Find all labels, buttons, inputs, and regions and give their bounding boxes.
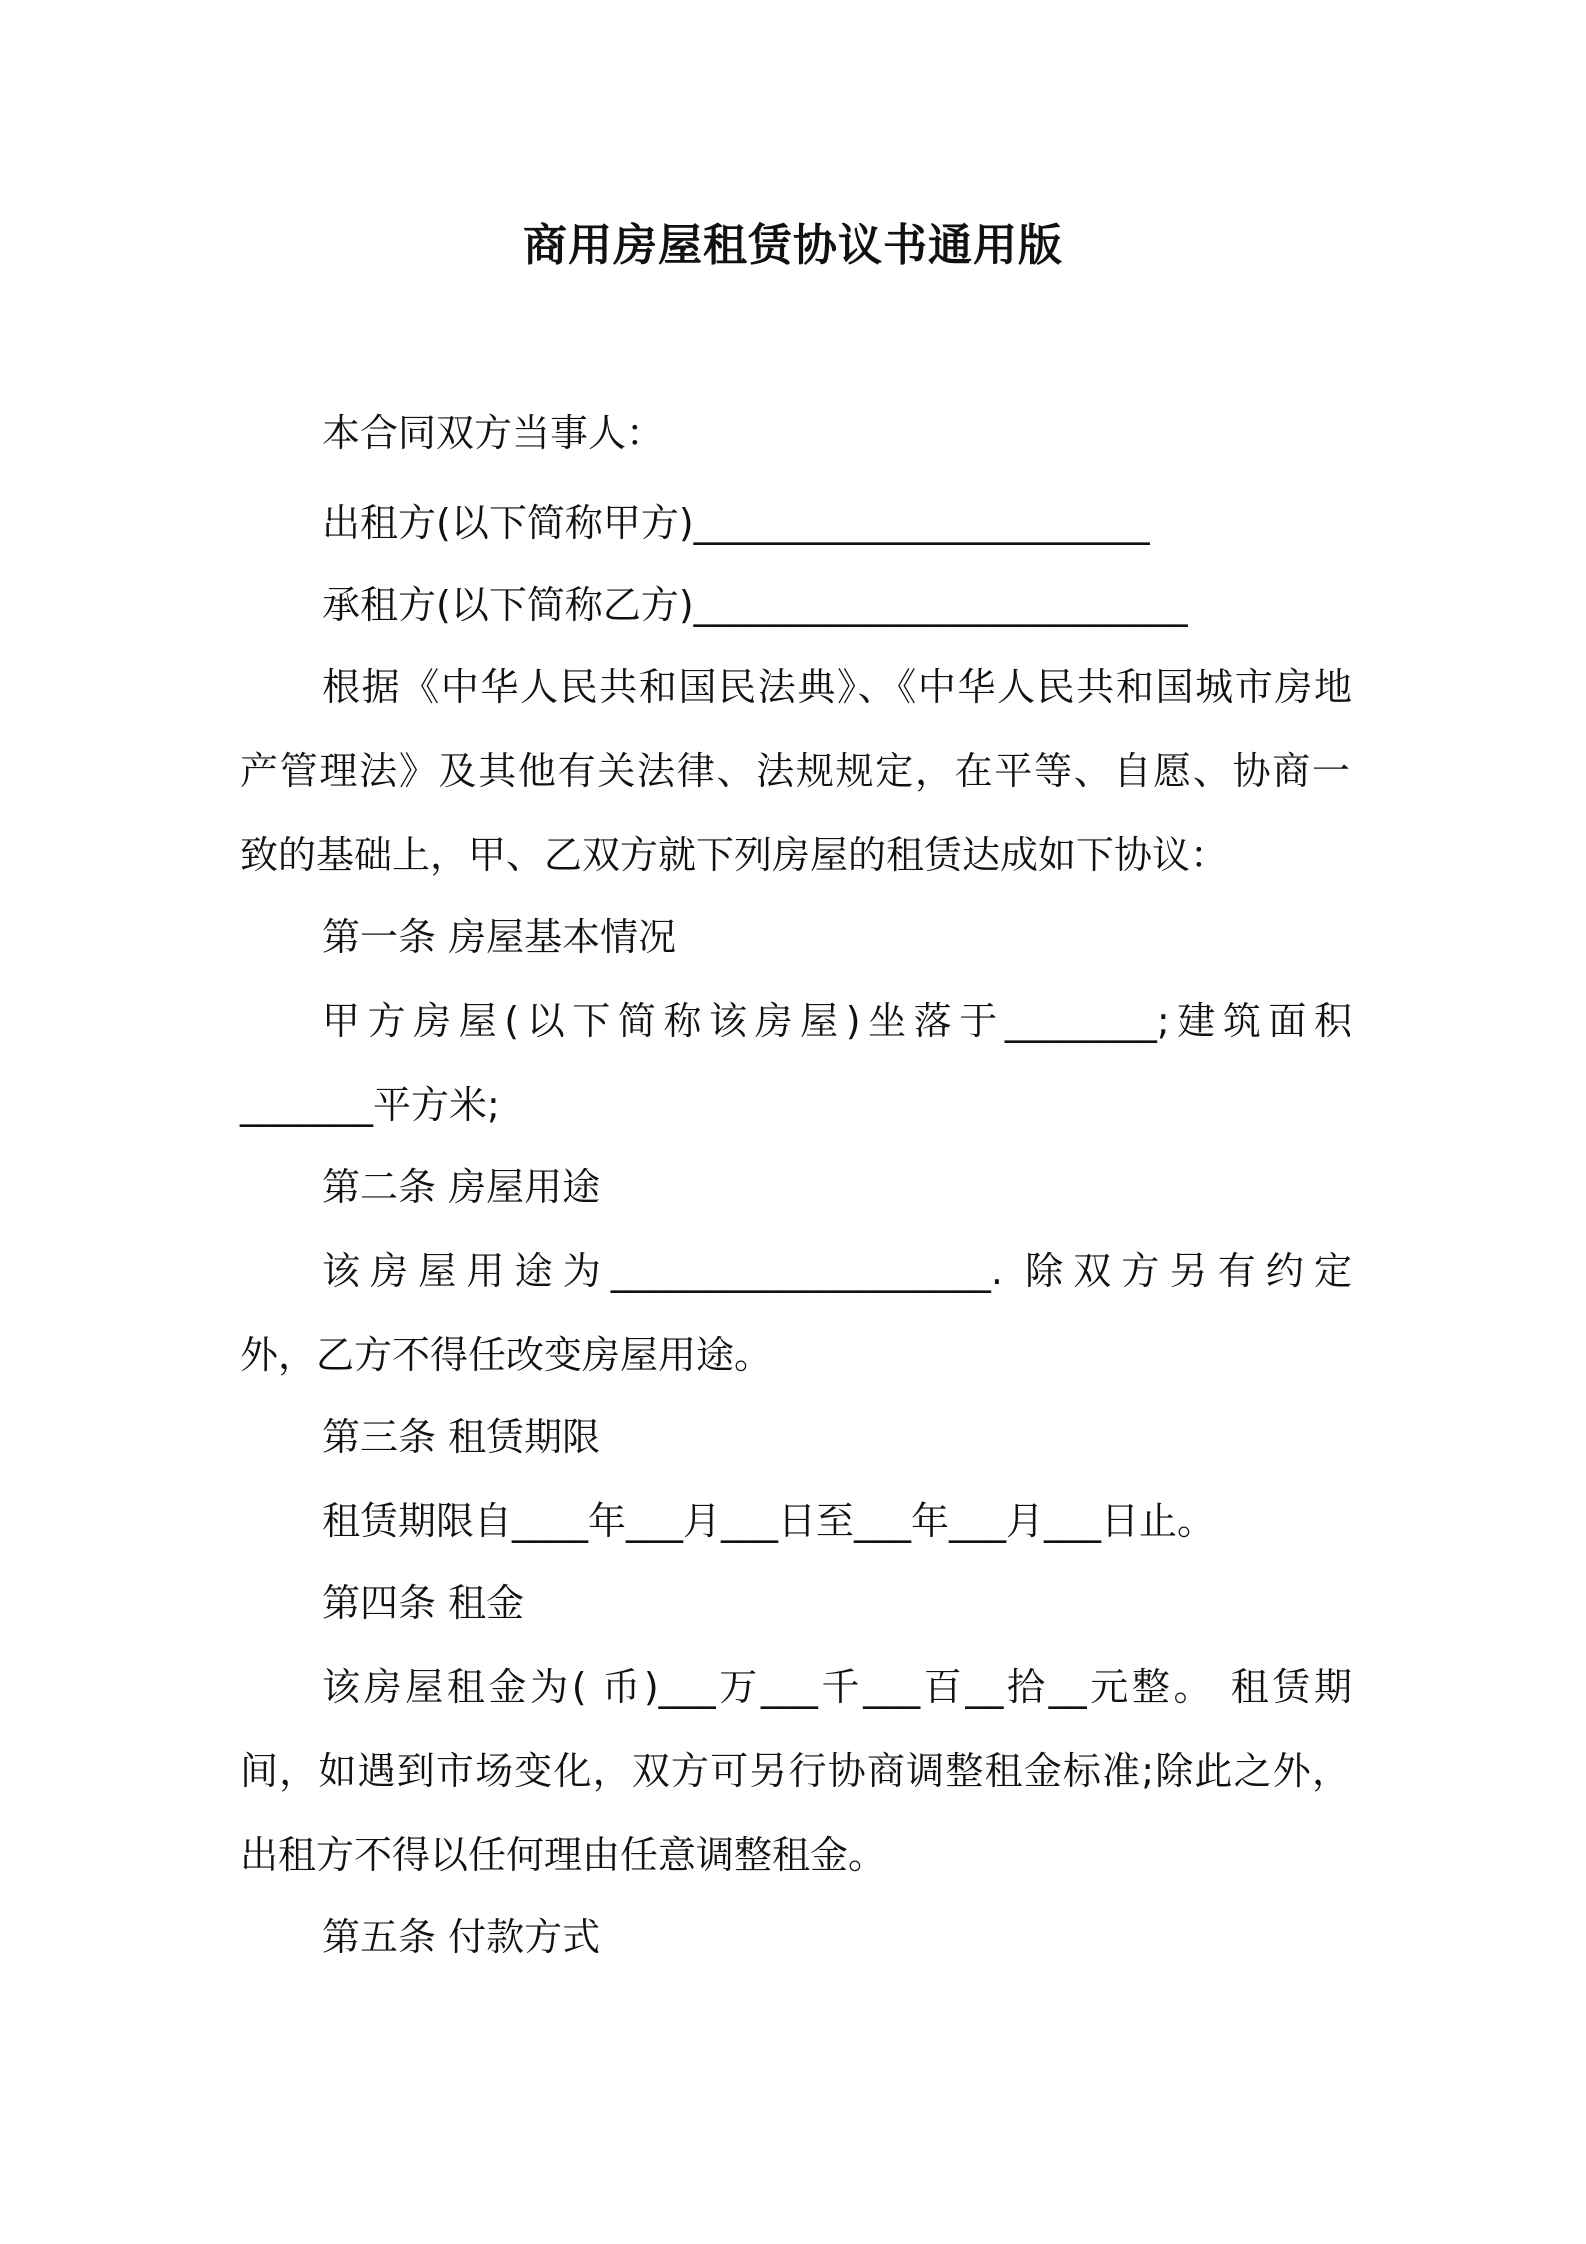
lessee-line: 承租方(以下简称乙方)__________________________ [322,583,1188,627]
lessor-line: 出租方(以下简称甲方)________________________ [322,501,1150,545]
article-4-heading: 第四条 租金 [322,1581,525,1625]
article-1-heading: 第一条 房屋基本情况 [322,915,677,959]
article-2-line-2: 外，乙方不得任改变房屋用途。 [240,1333,773,1377]
article-3-heading: 第三条 租赁期限 [322,1415,601,1459]
preamble-line-1: 根据《中华人民共和国民法典》、《中华人民共和国城市房地 [322,665,1352,709]
article-2-line-1: 该房屋用途为____________________. 除双方另有约定 [322,1249,1352,1293]
preamble-line-3: 致的基础上，甲、乙双方就下列房屋的租赁达成如下协议： [240,833,1229,877]
article-1-line-2: _______平方米; [240,1083,500,1127]
article-4-line-2: 间，如遇到市场变化，双方可另行协商调整租金标准;除此之外， [240,1749,1350,1793]
article-4-line-3: 出租方不得以任何理由任意调整租金。 [240,1833,887,1877]
preamble-line-2: 产管理法》及其他有关法律、法规规定，在平等、自愿、协商一 [240,749,1350,793]
document-title: 商用房屋租赁协议书通用版 [523,220,1063,271]
article-4-line-1: 该房屋租金为( 币)___万___千___百__拾__元整。 租赁期 [322,1665,1352,1709]
article-5-heading: 第五条 付款方式 [322,1915,601,1959]
article-3-line-1: 租赁期限自____年___月___日至___年___月___日止。 [322,1499,1216,1543]
parties-heading: 本合同双方当事人： [322,411,665,455]
article-2-heading: 第二条 房屋用途 [322,1165,601,1209]
article-1-line-1: 甲方房屋(以下简称该房屋)坐落于________;建筑面积 [322,999,1352,1043]
